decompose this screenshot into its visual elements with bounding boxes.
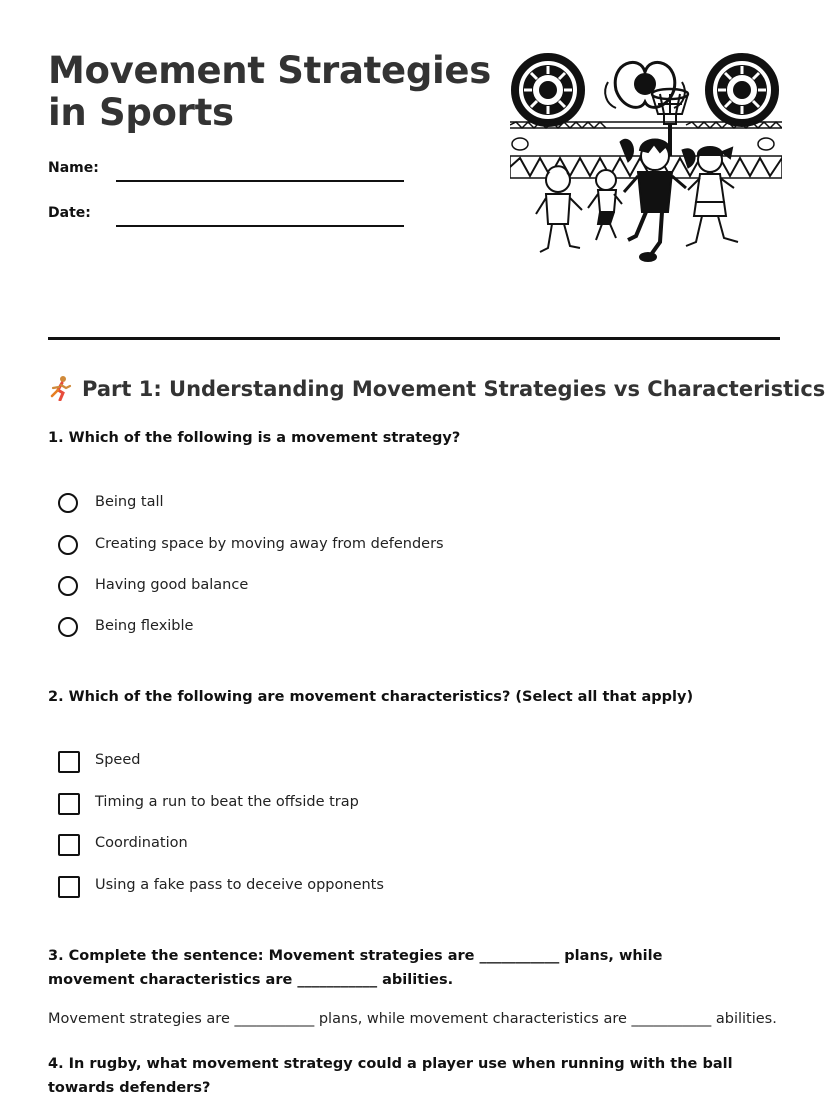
- name-label: Name:: [48, 160, 99, 176]
- question-3: 3. Complete the sentence: Movement strategies are ___________ plans, while movement characteristics are ___________ abilities.: [48, 948, 663, 988]
- option-label: Timing a run to beat the offside trap: [95, 794, 359, 810]
- section-divider: [48, 337, 780, 340]
- option-label: Coordination: [95, 835, 188, 851]
- mandala-left-icon: [512, 54, 584, 126]
- worksheet-title: Movement Strategies in Sports: [48, 49, 491, 134]
- option-label: Having good balance: [95, 577, 249, 593]
- q1-option-2[interactable]: [58, 535, 718, 559]
- child-figure-2: [588, 170, 622, 240]
- radio-button[interactable]: [58, 576, 78, 596]
- part1-heading: [48, 375, 826, 401]
- question-2: 2. Which of the following are movement characteristics? (Select all that apply): [48, 689, 694, 705]
- q2-option-2[interactable]: [58, 793, 718, 817]
- date-label: Date:: [48, 205, 91, 221]
- date-field[interactable]: [48, 205, 408, 229]
- checkbox[interactable]: [58, 793, 80, 815]
- radio-button[interactable]: [58, 535, 78, 555]
- option-label: Creating space by moving away from defenders: [95, 536, 444, 552]
- date-line[interactable]: [116, 225, 404, 227]
- checkbox[interactable]: [58, 834, 80, 856]
- name-line[interactable]: [116, 180, 404, 182]
- checkbox[interactable]: [58, 876, 80, 898]
- q1-option-4[interactable]: [58, 617, 718, 641]
- q1-option-3[interactable]: [58, 576, 718, 600]
- option-label: Using a fake pass to deceive opponents: [95, 877, 384, 893]
- option-label: Being tall: [95, 494, 164, 510]
- q2-option-3[interactable]: [58, 834, 718, 858]
- radio-button[interactable]: [58, 617, 78, 637]
- children-playing-netball-illustration: [510, 52, 782, 264]
- checkbox[interactable]: [58, 751, 80, 773]
- question-3-answer[interactable]: Movement strategies are ___________ plans, while movement characteristics are ___________ abilities.: [48, 1011, 777, 1027]
- option-label: Speed: [95, 752, 141, 768]
- name-field[interactable]: [48, 160, 408, 184]
- child-figure-1: [536, 166, 582, 252]
- part1-heading-text: Part 1: Understanding Movement Strategies vs Characteristics: [82, 377, 826, 401]
- q1-option-1[interactable]: [58, 493, 718, 517]
- option-label: Being flexible: [95, 618, 194, 634]
- question-4: 4. In rugby, what movement strategy could a player use when running with the ball towards defenders?: [48, 1056, 733, 1096]
- radio-button[interactable]: [58, 493, 78, 513]
- ornament-icon: [605, 62, 685, 108]
- question-1: 1. Which of the following is a movement strategy?: [48, 430, 461, 446]
- mandala-right-icon: [706, 54, 778, 126]
- person-running-emoji-icon: [48, 375, 74, 401]
- q2-option-4[interactable]: [58, 876, 718, 900]
- q2-option-1[interactable]: [58, 751, 718, 775]
